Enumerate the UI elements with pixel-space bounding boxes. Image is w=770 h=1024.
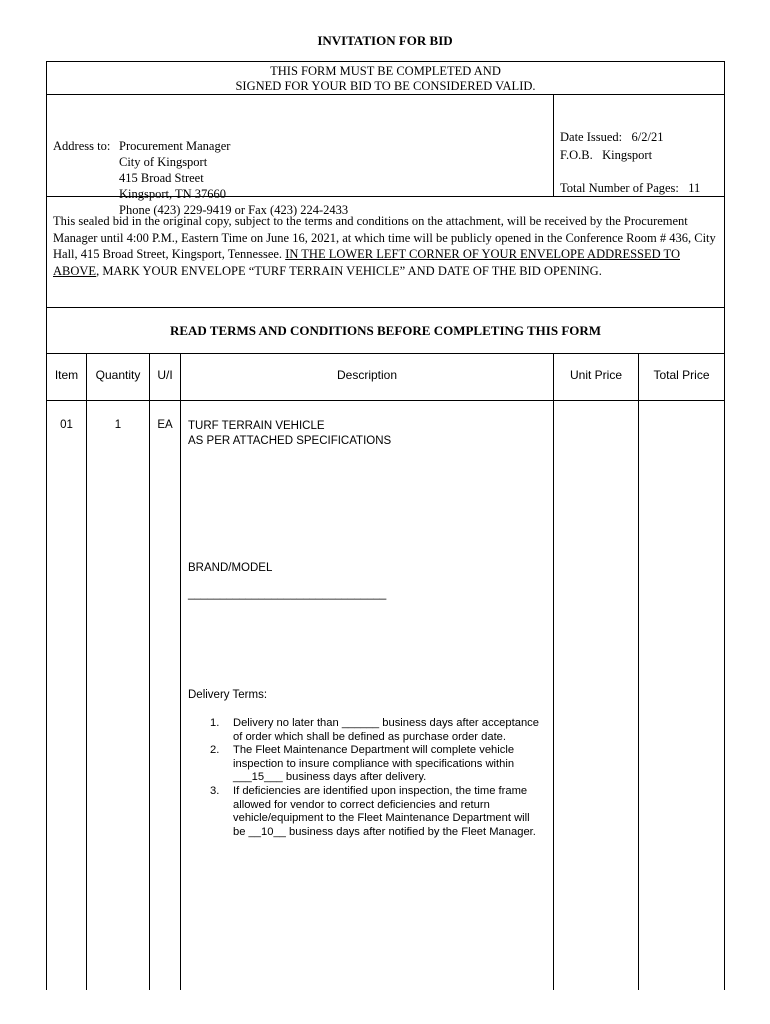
column-divider xyxy=(149,354,150,990)
address-label: Address to: xyxy=(53,139,111,153)
address-line: Phone (423) 229-9419 or Fax (423) 224-2433 xyxy=(119,203,349,217)
delivery-term xyxy=(210,744,540,785)
term-number: 1. xyxy=(210,717,220,729)
delivery-terms-list xyxy=(210,717,540,839)
issue-info-block xyxy=(554,95,724,196)
completion-notice-line2: SIGNED FOR YOUR BID TO BE CONSIDERED VALID. xyxy=(235,79,536,93)
address-block xyxy=(47,95,554,217)
description-line: AS PER ATTACHED SPECIFICATIONS xyxy=(188,434,392,447)
term-text: The Fleet Maintenance Department will complete vehicle inspection to insure compliance with specifications within ___15___ business days after delivery. xyxy=(233,744,515,784)
column-divider xyxy=(86,354,87,990)
term-number: 2. xyxy=(210,744,220,757)
row-description xyxy=(188,419,391,448)
header-total-price: Total Price xyxy=(653,368,710,382)
address-section xyxy=(47,95,724,217)
instructions-underlined: IN THE LOWER LEFT CORNER OF YOUR ENVELOPE ADDRESSED TO ABOVE xyxy=(53,247,680,278)
document-title: INVITATION FOR BID xyxy=(317,33,453,48)
header-description: Description xyxy=(336,368,398,382)
row-unit: EA xyxy=(157,419,173,431)
completion-notice xyxy=(47,62,724,95)
term-text: If deficiencies are identified upon inspection, the time frame allowed for vendor to correct deficiencies and return vehicle/equipment to the Fleet Maintenance Department will be __10__ business days after notified by the Fleet Manager. xyxy=(233,784,536,838)
completion-notice-line1: THIS FORM MUST BE COMPLETED AND xyxy=(270,64,501,78)
header-unit: U/I xyxy=(157,368,173,382)
delivery-term xyxy=(210,785,540,839)
address-line: Procurement Manager xyxy=(119,139,231,153)
total-pages: Total Number of Pages: 11 xyxy=(560,181,701,195)
header-divider xyxy=(47,400,724,401)
bid-items-table xyxy=(47,354,724,990)
delivery-terms-label: Delivery Terms: xyxy=(188,689,268,701)
instructions-end: , MARK YOUR ENVELOPE “TURF TERRAIN VEHICLE” AND DATE OF THE BID OPENING. xyxy=(96,263,602,278)
bid-form xyxy=(46,61,725,990)
fob-info: F.O.B. Kingsport xyxy=(560,148,653,162)
date-issued: Date Issued: 6/2/21 xyxy=(560,130,664,144)
address-lines xyxy=(119,138,348,218)
delivery-term xyxy=(210,717,540,744)
address-line: City of Kingsport xyxy=(119,155,208,169)
term-number: 3. xyxy=(210,784,220,797)
brand-model-label: BRAND/MODEL xyxy=(188,562,273,574)
term-text: Delivery no later than ______ business days after acceptance of order which shall be defined as purchase order date. xyxy=(233,717,539,743)
address-line: 415 Broad Street xyxy=(119,171,204,185)
row-item-number: 01 xyxy=(60,419,73,431)
row-quantity: 1 xyxy=(114,419,122,431)
column-divider xyxy=(180,354,181,990)
instructions-main: This sealed bid in the original copy, subject to the terms and conditions on the attachment, will be received by the Procurement Manager until 4:00 P.M., Eastern Time on June 16, 2021, at which time will be publicly opened in the Conference Room # 436, City Hall, 415 Broad Street, Kingsport, Tennessee. xyxy=(53,214,716,261)
header-unit-price: Unit Price xyxy=(569,368,622,382)
column-divider xyxy=(553,354,554,990)
header-item: Item xyxy=(54,368,79,382)
address-line: Kingsport, TN 37660 xyxy=(119,187,227,201)
brand-model-blank: _______________________________ xyxy=(188,588,387,600)
header-quantity: Quantity xyxy=(95,368,141,382)
column-divider xyxy=(638,354,639,990)
description-line: TURF TERRAIN VEHICLE xyxy=(188,420,325,432)
read-terms-heading: READ TERMS AND CONDITIONS BEFORE COMPLETING THIS FORM xyxy=(47,308,724,354)
